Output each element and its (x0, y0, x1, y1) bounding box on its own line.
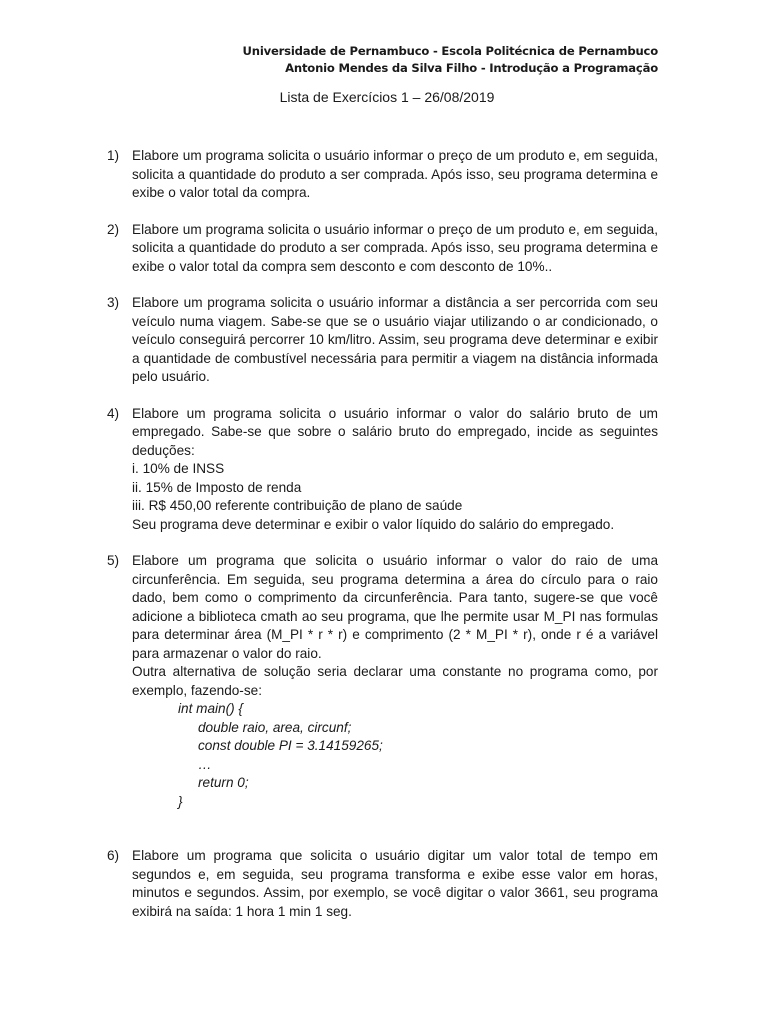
exercise-text: Elabore um programa solicita o usuário informar o preço de um produto e, em seguida, solicita a quantidade do produto a ser comprada. Após isso, seu programa determina e exibe o valor total da compra sem desconto e com desconto de 10%.. (132, 221, 658, 274)
code-line: … (198, 756, 212, 772)
exercise-number: 6) (107, 848, 120, 863)
exercise-text: Elabore um programa que solicita o usuário informar o valor do raio de uma circunferência. Em seguida, seu programa determina a área do círculo para o raio dado, bem como o comprimento da circunferência. Para tanto, sugere-se que você adicione a biblioteca cmath ao seu programa, que lhe permite usar M_PI nas formulas para determinar área (M_PI * r * r) e comprimento (2 * M_PI * r), onde r é a variável para armazenar o valor do raio. (132, 553, 658, 661)
deduction-item: iii. R$ 450,00 referente contribuição de plano de saúde (132, 498, 463, 513)
exercise-text: Elabore um programa solicita o usuário informar o preço de um produto e, em seguida, solicita a quantidade do produto a ser comprada. Após isso, seu programa determina e exibe o valor total da compra. (132, 148, 658, 200)
code-snippet (132, 700, 658, 811)
exercise-6 (107, 847, 658, 921)
header-author-course: Antonio Mendes da Silva Filho - Introdução a Programação (285, 61, 658, 75)
exercise-list (107, 147, 658, 921)
code-line: double raio, area, circunf; (198, 719, 352, 735)
exercise-number: 4) (107, 405, 120, 421)
exercise-2 (107, 221, 658, 277)
exercise-3 (107, 294, 658, 387)
exercise-1 (107, 147, 658, 203)
deduction-item: ii. 15% de Imposto de renda (132, 479, 302, 495)
exercise-text: Elabore um programa que solicita o usuário digitar um valor total de tempo em segundos e, em seguida, seu programa transforma e exibe esse valor em horas, minutos e segundos. Assim, por exemplo, se você digitar o valor 3661, seu programa exibirá na saída: 1 hora 1 min 1 seg. (132, 848, 658, 919)
exercise-text: Elabore um programa solicita o usuário informar o valor do salário bruto de um empregado. Sabe-se que sobre o salário bruto do empregado, incide as seguintes deduções: (132, 405, 658, 458)
exercise-number: 5) (107, 553, 120, 568)
document-title: Lista de Exercícios 1 – 26/08/2019 (279, 89, 495, 105)
exercise-number: 2) (107, 221, 120, 237)
exercise-number: 3) (107, 295, 120, 310)
code-line: int main() { (178, 701, 243, 716)
code-line: return 0; (198, 775, 249, 790)
code-line: } (178, 793, 183, 809)
exercise-5 (107, 552, 658, 811)
header-institution: Universidade de Pernambuco - Escola Politécnica de Pernambuco (242, 44, 658, 58)
exercise-number: 1) (107, 148, 120, 163)
page-header (243, 43, 658, 77)
deduction-item: i. 10% de INSS (132, 461, 225, 476)
code-line: const double PI = 3.14159265; (198, 738, 383, 753)
exercise-closing-text: Seu programa deve determinar e exibir o valor líquido do salário do empregado. (132, 516, 615, 532)
exercise-text: Elabore um programa solicita o usuário informar a distância a ser percorrida com seu veículo numa viagem. Sabe-se que se o usuário viajar utilizando o ar condicionado, o veículo conseguirá percorrer 10 km/litro. Assim, seu programa deve determinar e exibir a quantidade de combustível necessária para permitir a viagem na distância informada pelo usuário. (132, 295, 658, 384)
exercise-alternative-text: Outra alternativa de solução seria declarar uma constante no programa como, por exemplo, fazendo-se: (132, 664, 658, 698)
exercise-4 (107, 405, 658, 535)
